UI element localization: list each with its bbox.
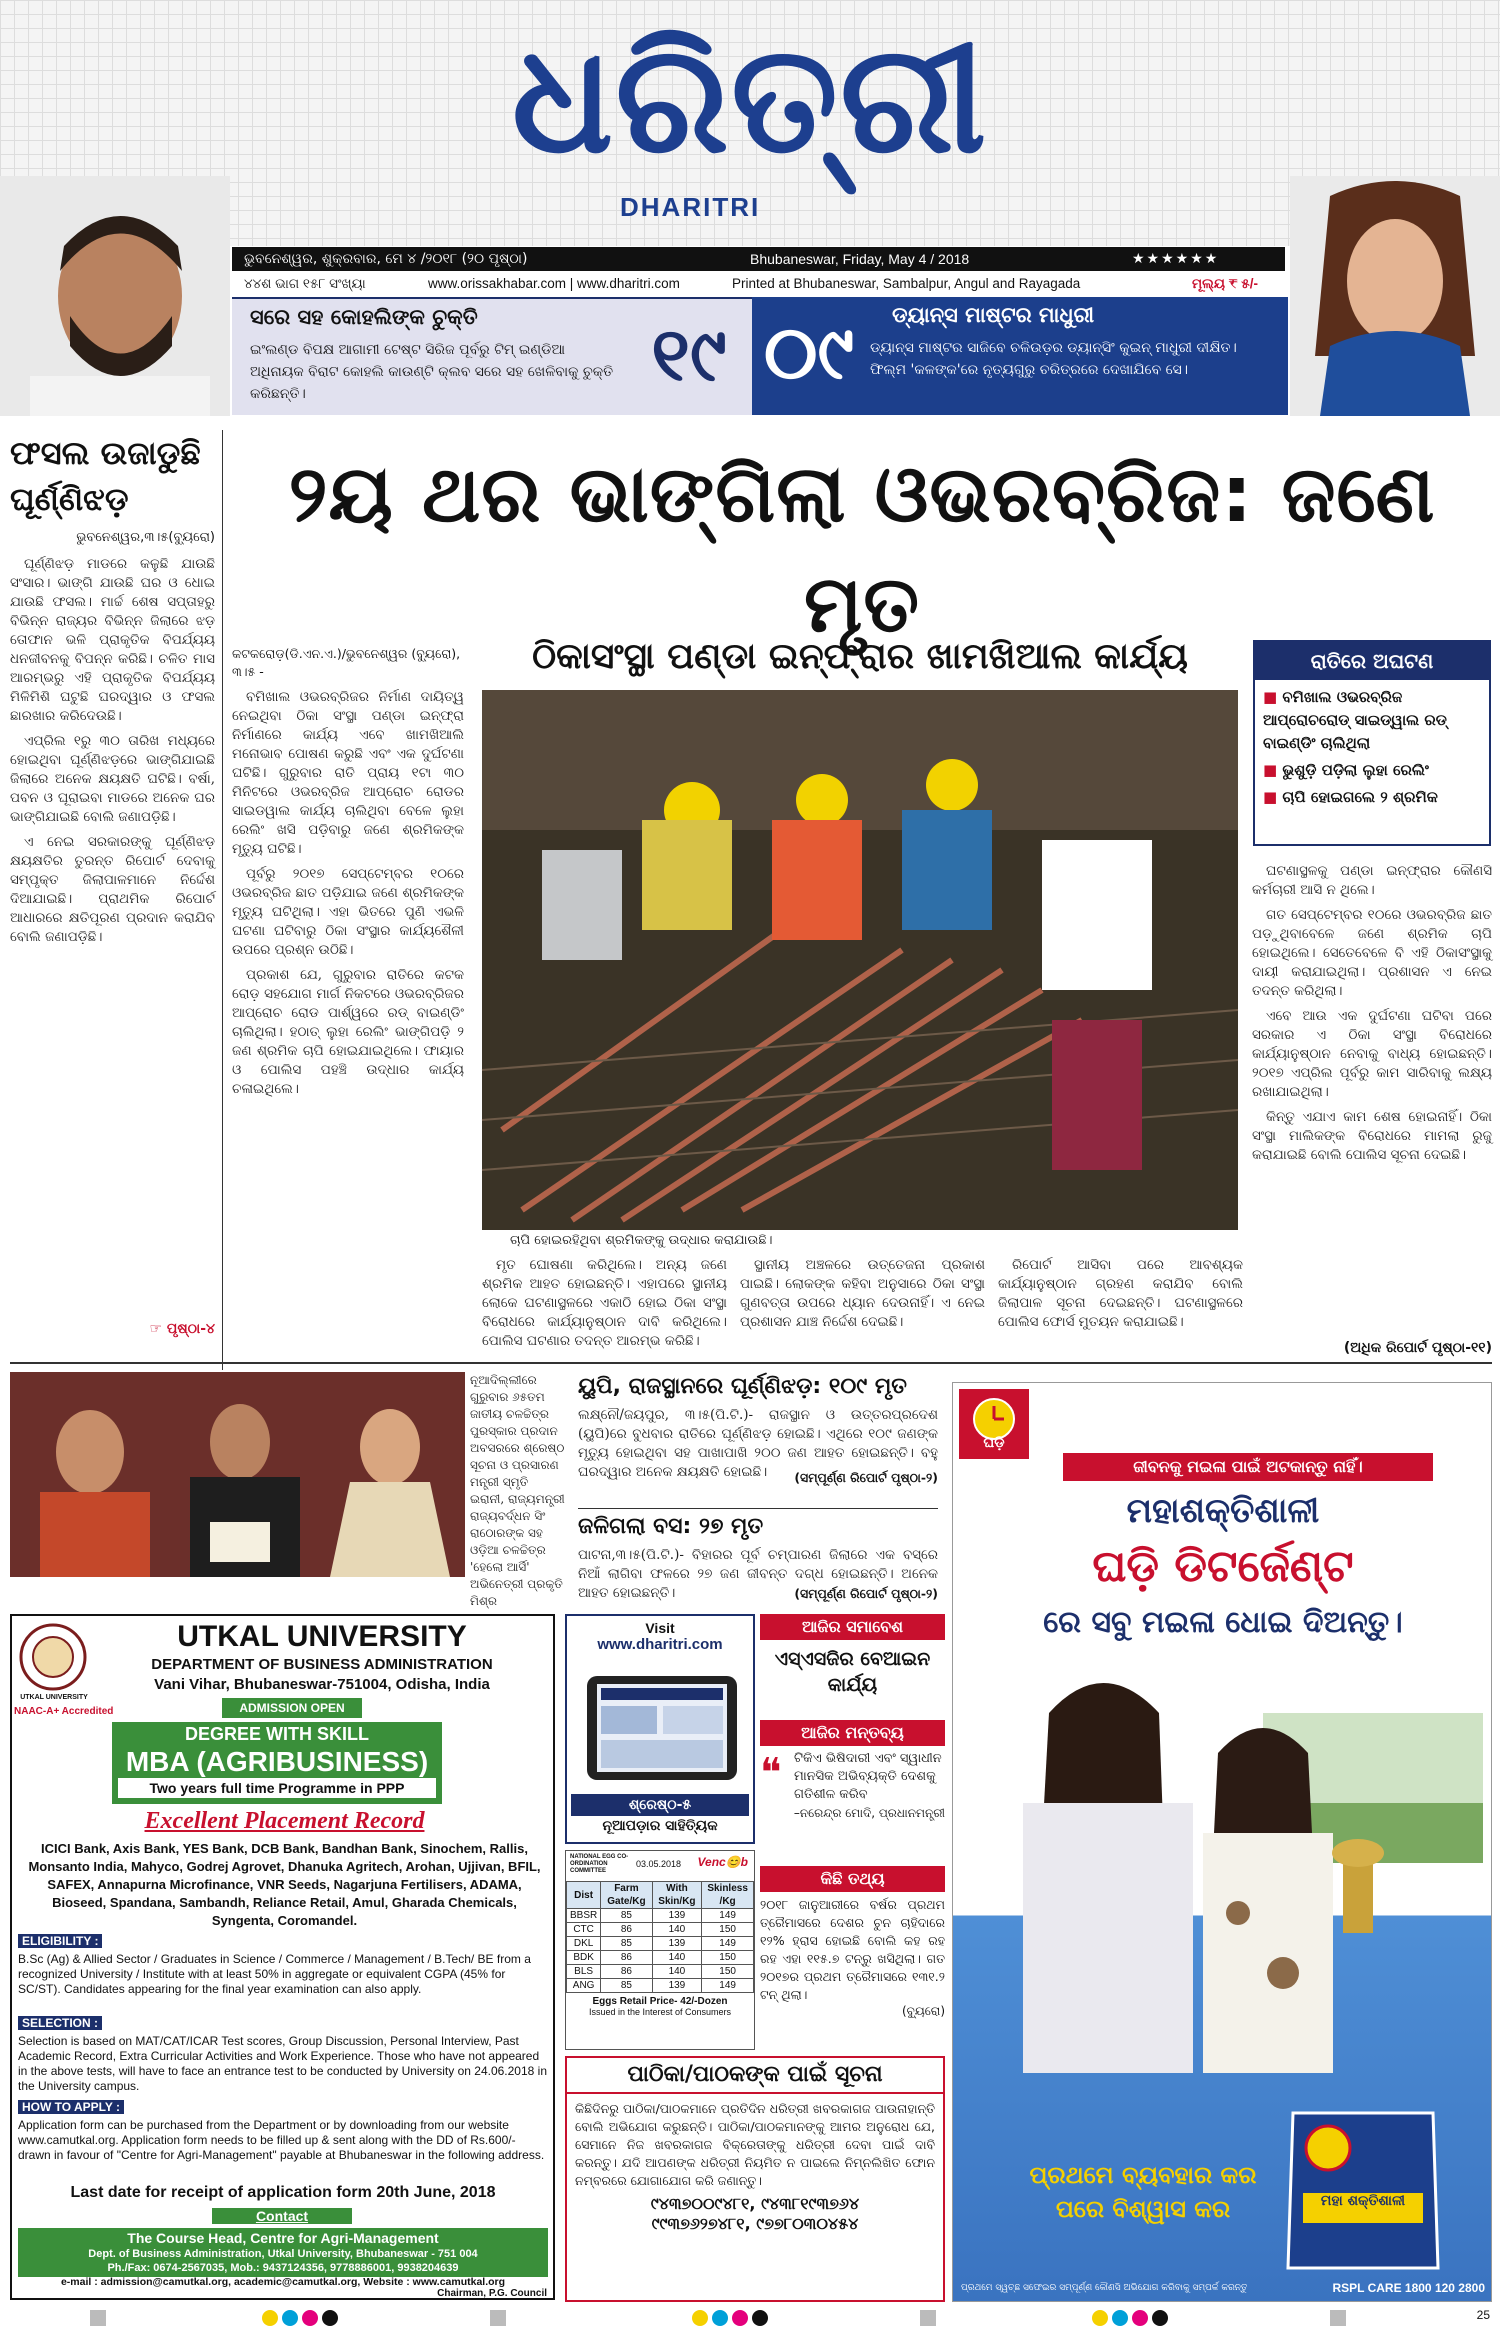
placement-title: Excellent Placement Record: [144, 1808, 425, 1834]
left-story-body: [10, 555, 215, 1315]
teaser-text: ଇଂଲଣ୍ଡ ବିପକ୍ଷ ଆଗାମୀ ଟେଷ୍ଟ ସିରିଜ ପୂର୍ବରୁ ଟିମ୍ ଇଣ୍ଡିଆ ଅଧିନାୟକ ବିରାଟ କୋହଲି କାଉଣ୍ଟି କ୍ଲବ ସରେ ସହ ଖେଳିବାକୁ ଚୁକ୍ତି କରିଛନ୍ତି।: [250, 342, 614, 402]
ghadi-brand: ଘଡ଼ି: [983, 1435, 1005, 1451]
egg-col-header: Dist: [567, 1882, 601, 1909]
program-duration: Two years full time Programme in PPP: [118, 1778, 436, 1798]
university-seal-icon: [18, 1622, 88, 1692]
program-name: MBA (AGRIBUSINESS): [125, 1746, 429, 1777]
ghadi-headline-1: ମହାଶକ୍ତିଶାଳୀ: [1126, 1491, 1320, 1531]
lead-column-4: [998, 1256, 1243, 1346]
today-quote-title: ଆଜିର ମନ୍ତବ୍ୟ: [760, 1720, 945, 1746]
readers-phones[interactable]: ୯୯୩୭୬୨୭୪୮୧, ୯୭୭୮୦୩୦୪୫୪: [651, 2214, 859, 2233]
lead-more-link[interactable]: (ଅଧିକ ରିପୋର୍ଟ ପୃଷ୍ଠା-୧୧): [1343, 1340, 1492, 1356]
ghadi-slogan-2: ପରେ ବିଶ୍ୱାସ କର: [1055, 2195, 1231, 2223]
facts-source: (ବ୍ୟୁରୋ): [902, 2004, 945, 2018]
dateline-bar: [232, 247, 1285, 271]
paragraph: ଏପ୍ରିଲ ୧ରୁ ୩୦ ତାରିଖ ମଧ୍ୟରେ ହୋଇଥିବା ଘୂର୍ଣ୍ଣିଝଡ଼ରେ ଭାଙ୍ଗିଯାଇଛି ଜିଲାରେ ଅନେକ କ୍ଷୟକ୍ଷତି ଘଟିଛି। ବର୍ଷା, ପବନ ଓ ଘୂରାଇବା ମାଡରେ ଅନେକ ଘର ଭାଙ୍ଗିଯାଇଛି ବୋଲି ଜଣାପଡ଼ିଛି।: [10, 733, 215, 825]
bus-story: [578, 1512, 938, 1612]
visit-box[interactable]: [565, 1614, 755, 1844]
visit-url[interactable]: www.dharitri.com: [597, 1636, 723, 1653]
section-rule: [10, 1362, 1492, 1364]
storm-story: [578, 1372, 938, 1502]
eligibility-text: B.Sc (Ag) & Allied Sector / Graduates in Science / Commerce / Management / B.Tech/ BE from a recognized University / Institute with at least 50% in aggregate or equivalent CGPA (45% for SC/ST). Candidates appearing for the final year examination can also apply.: [18, 1952, 531, 1996]
table-row: CTC 86 140 150: [567, 1923, 754, 1937]
dateline-odia: ଭୁବନେଶ୍ୱର, ଶୁକ୍ରବାର, ମେ ୪ /୨୦୧୮ (୨୦ ପୃଷ୍ଠା): [244, 251, 528, 267]
ghadi-pack-icon: [1283, 2103, 1443, 2273]
edition-stars: ★★★★★★: [1132, 251, 1220, 267]
paragraph: ମୃତ ଘୋଷଣା କରିଥିଲେ। ଅନ୍ୟ ଜଣେ ଶ୍ରମିକ ଆହତ ହୋଇଛନ୍ତି। ଏହାପରେ ସ୍ଥାନୀୟ ଲୋକେ ଘଟଣାସ୍ଥଳରେ ଏକାଠି ହୋଇ ଠିକା ସଂସ୍ଥା ବିରୋଧରେ କାର୍ଯ୍ୟାନୁଷ୍ଠାନ ଦାବି କରିଥିଲେ। ପୋଲିସ ଘଟଣାର ତଦନ୍ତ ଆରମ୍ଭ କରିଛି।: [482, 1257, 727, 1349]
lead-column-3: [740, 1256, 985, 1346]
eligibility-label: ELIGIBILITY :: [18, 1934, 102, 1948]
paragraph: ଏବେ ଆଉ ଏକ ଦୁର୍ଘଟଣା ଘଟିବା ପରେ ସରକାର ଏ ଠିକା ସଂସ୍ଥା ବିରୋଧରେ କାର୍ଯ୍ୟାନୁଷ୍ଠାନ ନେବାକୁ ବାଧ୍ୟ ହୋଇଛନ୍ତି। ୨୦୧୭ ଏପ୍ରିଲ ପୂର୍ବରୁ କାମ ସାରିବାକୁ ଲକ୍ଷ୍ୟ ରଖାଯାଇଥିଲା।: [1252, 1008, 1492, 1100]
table-row: ANG 85 139 149: [567, 1979, 754, 1993]
paragraph: ରିପୋର୍ଟ ଆସିବା ପରେ ଆବଶ୍ୟକ କାର୍ଯ୍ୟାନୁଷ୍ଠାନ ଗ୍ରହଣ କରାଯିବ ବୋଲି ଜିଲାପାଳ ସୂଚନା ଦେଇଛନ୍ତି। ଘଟଣାସ୍ଥଳରେ ପୋଲିସ ଫୋର୍ସ ମୁତୟନ କରାଯାଇଛି।: [998, 1257, 1243, 1330]
lead-column-2: [482, 1256, 727, 1349]
egg-note: Issued in the Interest of Consumers: [588, 2007, 732, 2017]
lead-column-1: [232, 688, 464, 1208]
issue-line: [232, 273, 1285, 295]
storm-body: ଲକ୍ଷ୍ନୌ/ଜୟପୁର, ୩।୫(ପି.ଟି.)- ରାଜସ୍ଥାନ ଓ ଉତ୍ତରପ୍ରଦେଶ (ୟୁପି)ରେ ବୁଧବାର ରାତିରେ ଘୂର୍ଣ୍ଣିଝଡ଼ ହୋଇଛି। ଏଥିରେ ୧୦୯ ଜଣଙ୍କ ମୃତ୍ୟୁ ହୋଇଥିବା ସହ ପାଖାପାଖି ୨୦୦ ଜଣ ଆହତ ହୋଇଛନ୍ତି। ବହୁ ଘରଦ୍ୱାର ଅନେକ କ୍ଷୟକ୍ଷତି ହୋଇଛି।: [578, 1407, 938, 1480]
storm-more[interactable]: (ସମ୍ପୂର୍ଣ୍ଣ ରିପୋର୍ଟ ପୃଷ୍ଠା-୨): [794, 1470, 938, 1485]
egg-org: NATIONAL EGG CO-ORDINATION COMMITTEE: [570, 1854, 629, 1874]
contact-block: [18, 2228, 548, 2277]
logo-english: DHARITRI: [620, 192, 761, 222]
award-caption: ନୂଆଦିଲ୍ଲୀରେ ଗୁରୁବାର ୬୫ତମ ଜାତୀୟ ଚଳଚ୍ଚିତ୍ର ପୁରସ୍କାର ପ୍ରଦାନ ଅବସରରେ ଶ୍ରେଷ୍ଠ ସୂଚନା ଓ ପ୍ରସାରଣ ମନ୍ତ୍ରୀ ସ୍ମୃତି ଇରାନୀ, ରାଜ୍ୟମନ୍ତ୍ରୀ ରାଜ୍ୟବର୍ଦ୍ଧନ ସିଂ ରାଠୋରଙ୍କ ସହ ଓଡ଼ିଆ ଚଳଚ୍ଚିତ୍ର 'ହେଲୋ ଆର୍ସି' ଅଭିନେତ୍ରୀ ପ୍ରକୃତି ମିଶ୍ର: [470, 1373, 565, 1608]
paragraph: ସ୍ଥାନୀୟ ଅଞ୍ଚଳରେ ଉତ୍ତେଜନା ପ୍ରକାଶ ପାଇଛି। ଲୋକଙ୍କ କହିବା ଅନୁସାରେ ଠିକା ସଂସ୍ଥା ଗୁଣବତ୍ତା ଉପରେ ଧ୍ୟାନ ଦେଉନାହିଁ। ଏ ନେଇ ପ୍ରଶାସନ ଯାଞ୍ଚ ନିର୍ଦ୍ଦେଶ ଦେଇଛି।: [740, 1257, 985, 1330]
today-event: [760, 1614, 945, 1714]
paragraph: ଗତ ସେପ୍ଟେମ୍ବର ୧୦ରେ ଓଭରବ୍ରିଜ ଛାତ ପଡ଼ୁଥିବାବେଳେ ଜଣେ ଶ୍ରମିକ ଚାପି ହୋଇଥିଲେ। ସେତେବେଳେ ବି ଏହି ଠିକାସଂସ୍ଥାକୁ ଦାୟୀ କରାଯାଇଥିଲା। ପ୍ରଶାସନ ଏ ନେଇ ତଦନ୍ତ କରିଥିଲା।: [1252, 907, 1492, 999]
degree-line: DEGREE WITH SKILL: [185, 1724, 369, 1744]
egg-retail: Eggs Retail Price- 42/-Dozen: [592, 1996, 728, 2007]
egg-col-header: Skinless /Kg: [702, 1882, 754, 1909]
ghadi-headline-3: ରେ ସବୁ ମଇଳା ଧୋଇ ଦିଅନ୍ତୁ।: [1043, 1605, 1403, 1640]
section-title: ଶ୍ରେଷ୍ଠ-୫: [571, 1794, 749, 1816]
address: Vani Vihar, Bhubaneswar-751004, Odisha, India: [154, 1676, 490, 1693]
paragraph: ପୂର୍ବରୁ ୨୦୧୭ ସେପ୍ଟେମ୍ବର ୧୦ରେ ଓଭରବ୍ରିଜ ଛାତ ପଡ଼ିଯାଇ ଜଣେ ଶ୍ରମିକଙ୍କ ମୃତ୍ୟୁ ଘଟିଥିଲା। ଏହା ଭିତରେ ପୁଣି ଏଭଳି ଘଟଣା ଘଟିବାରୁ ଠିକା ସଂସ୍ଥାର କାର୍ଯ୍ୟଶୈଳୀ ଉପରେ ପ୍ରଶ୍ନ ଉଠିଛି।: [232, 866, 464, 958]
bus-headline: ଜଳିଗଲା ବସ: ୨୭ ମୃତ: [578, 1514, 764, 1539]
storm-headline: ୟୁପି, ରାଜସ୍ଥାନରେ ଘୂର୍ଣ୍ଣିଝଡ଼: ୧୦୯ ମୃତ: [578, 1374, 907, 1399]
rescue-photo: [482, 690, 1238, 1230]
paragraph: କିନ୍ତୁ ଏଯାଏ କାମ ଶେଷ ହୋଇନାହିଁ। ଠିକା ସଂସ୍ଥା ମାଲିକଙ୍କ ବିରୋଧରେ ମାମଲା ରୁଜୁ କରାଯାଇଛି ବୋଲି ପୋଲିସ ସୂଚନା ଦେଇଛି।: [1252, 1109, 1492, 1163]
seal-label: UTKAL UNIVERSITY: [20, 1694, 88, 1701]
teaser-left[interactable]: [232, 297, 752, 415]
today-event-text: ଏସ୍ଏସଜିର ବେଆଇନ କାର୍ଯ୍ୟ: [774, 1648, 931, 1696]
column-divider: [222, 430, 223, 1370]
phone-icon: [587, 1668, 737, 1786]
selection-text: Selection is based on MAT/CAT/ICAR Test scores, Group Discussion, Personal Interview, Past Academic Record, Extra Curricular Activities and Work Experience. Those who have not appeared in the above tests, will have to face an entrance test to be conducted by University on 24.06.2018 in the University campus.: [18, 2034, 547, 2093]
ghadi-pack-label: ମହା ଶକ୍ତିଶାଳୀ: [1320, 2193, 1406, 2209]
today-quote-author: –ନରେନ୍ଦ୍ର ମୋଦି, ପ୍ରଧାନମନ୍ତ୍ରୀ: [793, 1806, 945, 1820]
naac-badge: NAAC-A+ Accredited: [14, 1706, 114, 1717]
left-story: [10, 430, 215, 1380]
madhuri-photo: [1290, 176, 1500, 416]
quote-icon: ❝: [760, 1750, 782, 1796]
ghadi-fine-print: ପ୍ରଥମେ ସ୍ୱଚ୍ଛ ସଫେଇର ସମ୍ପୂର୍ଣ୍ଣ କୌଣସି ଅଭିଯୋଗ କରିବାକୁ ସମ୍ପର୍କ କରନ୍ତୁ: [961, 2283, 1248, 2293]
egg-col-header: With Skin/Kg: [652, 1882, 702, 1909]
today-quote: [760, 1720, 945, 1860]
teaser-page: ୦୯: [763, 310, 855, 396]
award-photo: [10, 1372, 465, 1577]
bus-more[interactable]: (ସମ୍ପୂର୍ଣ୍ଣ ରିପୋର୍ଟ ପୃଷ୍ଠା-୨): [794, 1586, 938, 1601]
utkal-ad[interactable]: [10, 1614, 555, 2300]
readers-notice: [565, 2056, 945, 2302]
ghadi-ad[interactable]: [952, 1382, 1492, 2302]
left-story-dateline: ଭୁବନେଶ୍ୱର,୩।୫(ବ୍ୟୁରୋ): [76, 530, 215, 545]
lead-headline: ୨ୟ ଥର ଭାଙ୍ଗିଲା ଓଭରବ୍ରିଜ: ଜଣେ ମୃତ: [288, 450, 1436, 650]
admission-badge: ADMISSION OPEN: [222, 1698, 362, 1718]
table-row: BLS 86 140 150: [567, 1965, 754, 1979]
egg-date: 03.05.2018: [636, 1859, 682, 1869]
readers-title: ପାଠିକା/ପାଠକଙ୍କ ପାଇଁ ସୂଚନା: [567, 2058, 943, 2094]
ghadi-slogan-1: ପ୍ରଥମେ ବ୍ୟବହାର କର: [1029, 2161, 1257, 2189]
recruiters-list: ICICI Bank, Axis Bank, YES Bank, DCB Bank, Bandhan Bank, Sinochem, Rallis, Monsanto India, Mahyco, Godrej Agrovet, Dhanuka Agritech, Arohan, Ujjivan, BFIL, SAFEX, Annapurna Microfinance, VNR Seeds, Nagarjuna Fertilisers, ADAMA, Bioseed, Spandana, Sambandh, Reliance Retail, Amul, Gharada Chemicals, Syngenta, Coromandel.: [28, 1841, 541, 1928]
readers-phones[interactable]: ୯୪୩୭୦୦୯୪୮୧, ୯୪୩୮୧୯୩୭୬୪: [650, 2194, 860, 2213]
price: ମୂଲ୍ୟ ₹ ୫/-: [1192, 276, 1258, 291]
paragraph: ଘଟଣାସ୍ଥଳକୁ ପଣ୍ଡା ଇନ୍‌ଫ୍ରାର କୌଣସି କର୍ମଚାରୀ ଆସି ନ ଥିଲେ।: [1252, 863, 1492, 898]
teaser-page: ୧୯: [651, 312, 727, 398]
ghadi-care-line[interactable]: RSPL CARE 1800 120 2800: [1332, 2281, 1485, 2295]
night-box-item: ■ ବମିଖାଲ ଓଭରବ୍ରିଜ ଆପ୍ରୋଚରୋଡ୍ ସାଇଡ୍‌ୱାଲ ରଡ୍ ବାଇଣ୍ଡିଂ ଚାଲିଥିଲା: [1263, 688, 1447, 752]
night-box-item: ■ ଭୁଶୁଡ଼ି ପଡ଼ିଲା ଲୁହା ରେଲିଂ: [1263, 761, 1429, 779]
table-row: BBSR 85 139 149: [567, 1909, 754, 1923]
continued-link[interactable]: ☞ ପୃଷ୍ଠା-୪: [149, 1321, 215, 1337]
night-box: [1253, 640, 1491, 846]
section-subtitle: ନୂଆପଡ଼ାର ସାହିତ୍ୟିକ: [602, 1818, 718, 1834]
egg-price-table: [566, 1881, 754, 1993]
table-row: DKL 85 139 149: [567, 1937, 754, 1951]
apply-text: Application form can be purchased from the Department or by downloading from our website www.camutkal.org. Application form needs to be filled up & sent along with the DD of Rs.600/- drawn in favour of "Centre for Agri-Management" payable at Bhubaneswar in the following address.: [18, 2118, 545, 2162]
chairman: Chairman, P.G. Council: [437, 2288, 547, 2299]
facts-box: [760, 1866, 945, 2046]
issue-number: ୪୪ଶ ଭାଗ ୧୫୮ ସଂଖ୍ୟା: [244, 276, 366, 291]
ghadi-tagline: ଜୀବନକୁ ମଇଳା ପାଇଁ ଅଟକାନ୍ତୁ ନାହିଁ।: [1063, 1453, 1433, 1481]
facts-text: ୨୦୧୮ ଜାନୁଆରୀରେ ବର୍ଷ‌ର ପ୍ରଥମ ତ୍ରୈମାସରେ ଦେଶର ଚୁନ ଚାହିଦାରେ ୧୨% ହ୍ରାସ ହୋଇଛି ବୋଲି କହ ରହ ରହ ଏହା ୧୧୫.୭ ଟନ୍‌ରୁ ଖସିଥିଲା। ଗତ ୨୦୧୭ର ପ୍ରଥମ ତ୍ରୈମାସରେ ୧୩୧.୨ ଟନ୍ ଥିଲା।: [760, 1897, 945, 2002]
dateline-english: Bhubaneswar, Friday, May 4 / 2018: [750, 251, 970, 267]
contact-head: The Course Head, Centre for Agri-Management: [127, 2230, 439, 2246]
program-banner: [112, 1722, 442, 1804]
contact-email[interactable]: e-mail : admission@camutkal.org, academic@camutkal.org, Website : www.camutkal.org: [60, 2276, 506, 2288]
website-links[interactable]: www.orissakhabar.com | www.dharitri.com: [428, 276, 680, 291]
visit-label: Visit: [645, 1620, 675, 1636]
egg-price-box: [565, 1850, 755, 2050]
page-number: 25: [1476, 2308, 1490, 2322]
printed-at: Printed at Bhubaneswar, Sambalpur, Angul and Rayagada: [732, 276, 1081, 291]
university-title: UTKAL UNIVERSITY: [177, 1620, 467, 1653]
contact-label: Contact: [212, 2208, 352, 2224]
ghadi-headline-2: ଘଡ଼ି ଡିଟର୍ଜେଣ୍ଟ: [1092, 1541, 1354, 1592]
logo-odia: ଧରିତ୍ରୀ: [511, 13, 989, 187]
lead-subhead: ଠିକାସଂସ୍ଥା ପଣ୍ଡା ଇନ୍‌ଫ୍ରାର ଖାମଖିଆଲ କାର୍ଯ୍ୟ: [532, 636, 1188, 677]
contact-address: Dept. of Business Administration, Utkal University, Bhubaneswar - 751 004: [88, 2248, 478, 2260]
egg-brand: Venc😊b: [697, 1855, 748, 1869]
lead-dateline: କଟକରୋଡ଼(ଡି.ଏନ.ଏ.)/ଭୁବନେଶ୍ୱର (ବ୍ୟୁରୋ), ୩।୫ -: [232, 646, 461, 679]
teaser-title: ଡ୍ୟାନ୍ସ ମାଷ୍ଟର ମାଧୁରୀ: [892, 303, 1095, 327]
apply-label: HOW TO APPLY :: [18, 2100, 124, 2114]
paragraph: ବମିଖାଲ ଓଭରବ୍ରିଜର ନିର୍ମାଣ ଦାୟିତ୍ୱ ନେଇଥିବା ଠିକା ସଂସ୍ଥା ପଣ୍ଡା ଇନ୍‌ଫ୍ରା ନିର୍ମାଣରେ କାର୍ଯ୍ୟ ଏବେ ଖାମଖିଆଲି ମନୋଭାବ ପୋଷଣ କରୁଛି ଏବଂ ଏକ ଦୁର୍ଘଟଣା ଘଟିଛି। ଗୁରୁବାର ରାତି ପ୍ରାୟ ୧ଟା ୩୦ ମିନିଟରେ ଓଭରବ୍ରିଜ ଆପ୍ରୋଚ ରୋଡର ସାଇଡୱାଲ କାର୍ଯ୍ୟ ଚାଲିଥିବା ବେଳେ ଲୁହା ରେଲିଂ ଖସି ପଡ଼ିବାରୁ ଜଣେ ଶ୍ରମିକଙ୍କ ମୃତ୍ୟୁ ଘଟିଛି।: [232, 689, 464, 857]
teaser-text: ଡ୍ୟାନ୍ସ ମାଷ୍ଟର ସାଜିବେ ଚଳିଉଡ଼ର ଡ୍ୟାନ୍ସିଂ କୁଇନ୍ ମାଧୁରୀ ଦୀକ୍ଷିତ। ଫିଲ୍ମ 'କଳଙ୍କ'ରେ ନୃତ୍ୟଗୁରୁ ଚରିତ୍ରରେ ଦେଖାଯିବେ ସେ।: [870, 340, 1237, 378]
paragraph: ପ୍ରକାଶ ଯେ, ଗୁରୁବାର ରାତିରେ କଟକ ରୋଡ଼ ସହଯୋଗ ମାର୍ଗ ନିକଟରେ ଓଭରବ୍ରିଜର ଆପ୍ରୋଚ ରୋଡ ପାର୍ଶ୍ୱରେ ରଡ୍ ବାଇଣ୍ଡିଂ ଚାଲିଥିଲା। ହଠାତ୍ ଲୁହା ରେଲିଂ ଭାଙ୍ଗିପଡ଼ି ୨ ଜଣ ଶ୍ରମିକ ଚାପି ହୋଇଯାଇଥିଲେ। ଫାୟାର ଓ ପୋଲିସ ପହଞ୍ଚି ଉଦ୍ଧାର କାର୍ଯ୍ୟ ଚଳାଇଥିଲେ।: [232, 967, 464, 1097]
table-row: BDK 86 140 150: [567, 1951, 754, 1965]
contact-phone: Ph./Fax: 0674-2567035, Mob.: 9437124356, 9778886001, 9938204639: [107, 2262, 459, 2274]
brief-divider: [578, 1508, 938, 1509]
teaser-title: ସରେ ସହ କୋହଲିଙ୍କ ଚୁକ୍ତି: [250, 305, 478, 329]
department: DEPARTMENT OF BUSINESS ADMINISTRATION: [151, 1656, 493, 1673]
selection-label: SELECTION :: [18, 2016, 102, 2030]
paragraph: ଘୂର୍ଣ୍ଣିଝଡ଼ ମାଡରେ କଳୁଛି ଯାଉଛି ସଂସାର। ଭାଙ୍ଗି ଯାଉଛି ଘର ଓ ଧୋଇ ଯାଉଛି ଫସଲ। ମାର୍ଚ୍ଚ ଶେଷ ସପ୍ତାହରୁ ବିଭିନ୍ନ ରାଜ୍ୟର ବିଭିନ୍ନ ଜିଲାରେ ଝଡ଼ ତୋଫାନ ଭଳି ପ୍ରାକୃତିକ ବିପର୍ଯ୍ୟୟ ଧନଜୀବନକୁ ବିପନ୍ନ କରିଛି। ଚଳିତ ମାସ ଆରମ୍ଭରୁ ଏହି ପ୍ରାକୃତିକ ବିପର୍ଯ୍ୟୟ ମିଳିମିଶି ଘଟୁଛି ଘରଦ୍ୱାର ଓ ଫସଲ ଛାରଖାର କରିଦେଉଛି।: [10, 556, 215, 724]
lead-right-column: [1252, 862, 1492, 1328]
paragraph: ଏ ନେଇ ସରକାରଙ୍କୁ ଘୂର୍ଣ୍ଣିଝଡ଼ କ୍ଷୟକ୍ଷତିର ତୁରନ୍ତ ରିପୋର୍ଟ ଦେବାକୁ ସମ୍ପୃକ୍ତ ଜିଲାପାଳମାନେ ନିର୍ଦ୍ଦେଶ ଦିଆଯାଇଛି। ପ୍ରାଥମିକ ରିପୋର୍ଟ ଆଧାରରେ କ୍ଷତିପୂରଣ ପ୍ରଦାନ କରାଯିବ ବୋଲି ଜଣାପଡ଼ିଛି।: [10, 834, 215, 945]
today-quote-text: ଟିକିଏ ଭିଷିଦାରୀ ଏବଂ ସ୍ୱାଧୀନ ମାନସିକ ଅଭିବ୍ୟକ୍ତି ଦେଶକୁ ଗତିଶୀଳ କରିବ: [794, 1751, 942, 1802]
bus-body: ପାଟନା,୩।୫(ପି.ଟି.)- ବିହାରର ପୂର୍ବ ଚମ୍ପାରଣ ଜିଲାରେ ଏକ ବସ୍‌ରେ ନିଆଁ ଲାଗିବା ଫଳରେ ୨୭ ଜଣ ଜୀବନ୍ତ ଦଗ୍ଧ ହୋଇଛନ୍ତି। ଅନେକ ଆହତ ହୋଇଛନ୍ତି।: [578, 1547, 938, 1601]
kohli-photo: [0, 176, 230, 416]
registration-marks: [0, 2306, 1500, 2330]
facts-title: କିଛି ତଥ୍ୟ: [760, 1866, 945, 1892]
readers-text: କିଛିଦିନରୁ ପାଠିକା/ପାଠକମାନେ ପ୍ରତିଦିନ ଧରିତ୍ରୀ ଖବରକାଗଜ ପାଉନାହାନ୍ତି ବୋଲି ଅଭିଯୋଗ କରୁଛନ୍ତି। ପାଠିକା/ପାଠକମାନଙ୍କୁ ଆମର ଅନୁରୋଧ ଯେ, ସେମାନେ ନିଜ ଖବରକାଗଜ ବିକ୍ରେତାଙ୍କୁ ଧରିତ୍ରୀ ଦେବା ପାଇଁ ଦାବି କରନ୍ତୁ। ଯଦି ଆପଣଙ୍କ ଧରିତ୍ରୀ ନିୟମିତ ନ ପାଇଲେ ନିମ୍ନଲିଖିତ ଫୋନ ନମ୍ବରରେ ଯୋଗାଯୋଗ କରି ଜଣାନ୍ତୁ।: [575, 2101, 935, 2188]
left-story-headline: ଫସଲ ଉଜାଡୁଛି ଘୂର୍ଣ୍ଣିଝଡ଼: [10, 434, 201, 518]
egg-col-header: Farm Gate/Kg: [601, 1882, 652, 1909]
night-box-item: ■ ଚାପି ହୋଇଗଲେ ୨ ଶ୍ରମିକ: [1263, 788, 1438, 806]
masthead-logo: [470, 13, 1030, 222]
ghadi-models-photo: [963, 1653, 1483, 2073]
deadline: Last date for receipt of application form 20th June, 2018: [70, 2184, 496, 2201]
teaser-right[interactable]: [752, 297, 1288, 415]
night-box-title: ରାତିରେ ଅଘଟଣ: [1255, 642, 1489, 680]
photo-caption: ଚାପି ହୋଇରହିଥିବା ଶ୍ରମିକଙ୍କୁ ଉଦ୍ଧାର କରାଯାଉଛି।: [510, 1233, 773, 1248]
today-event-title: ଆଜିର ସମାବେଶ: [760, 1614, 945, 1640]
